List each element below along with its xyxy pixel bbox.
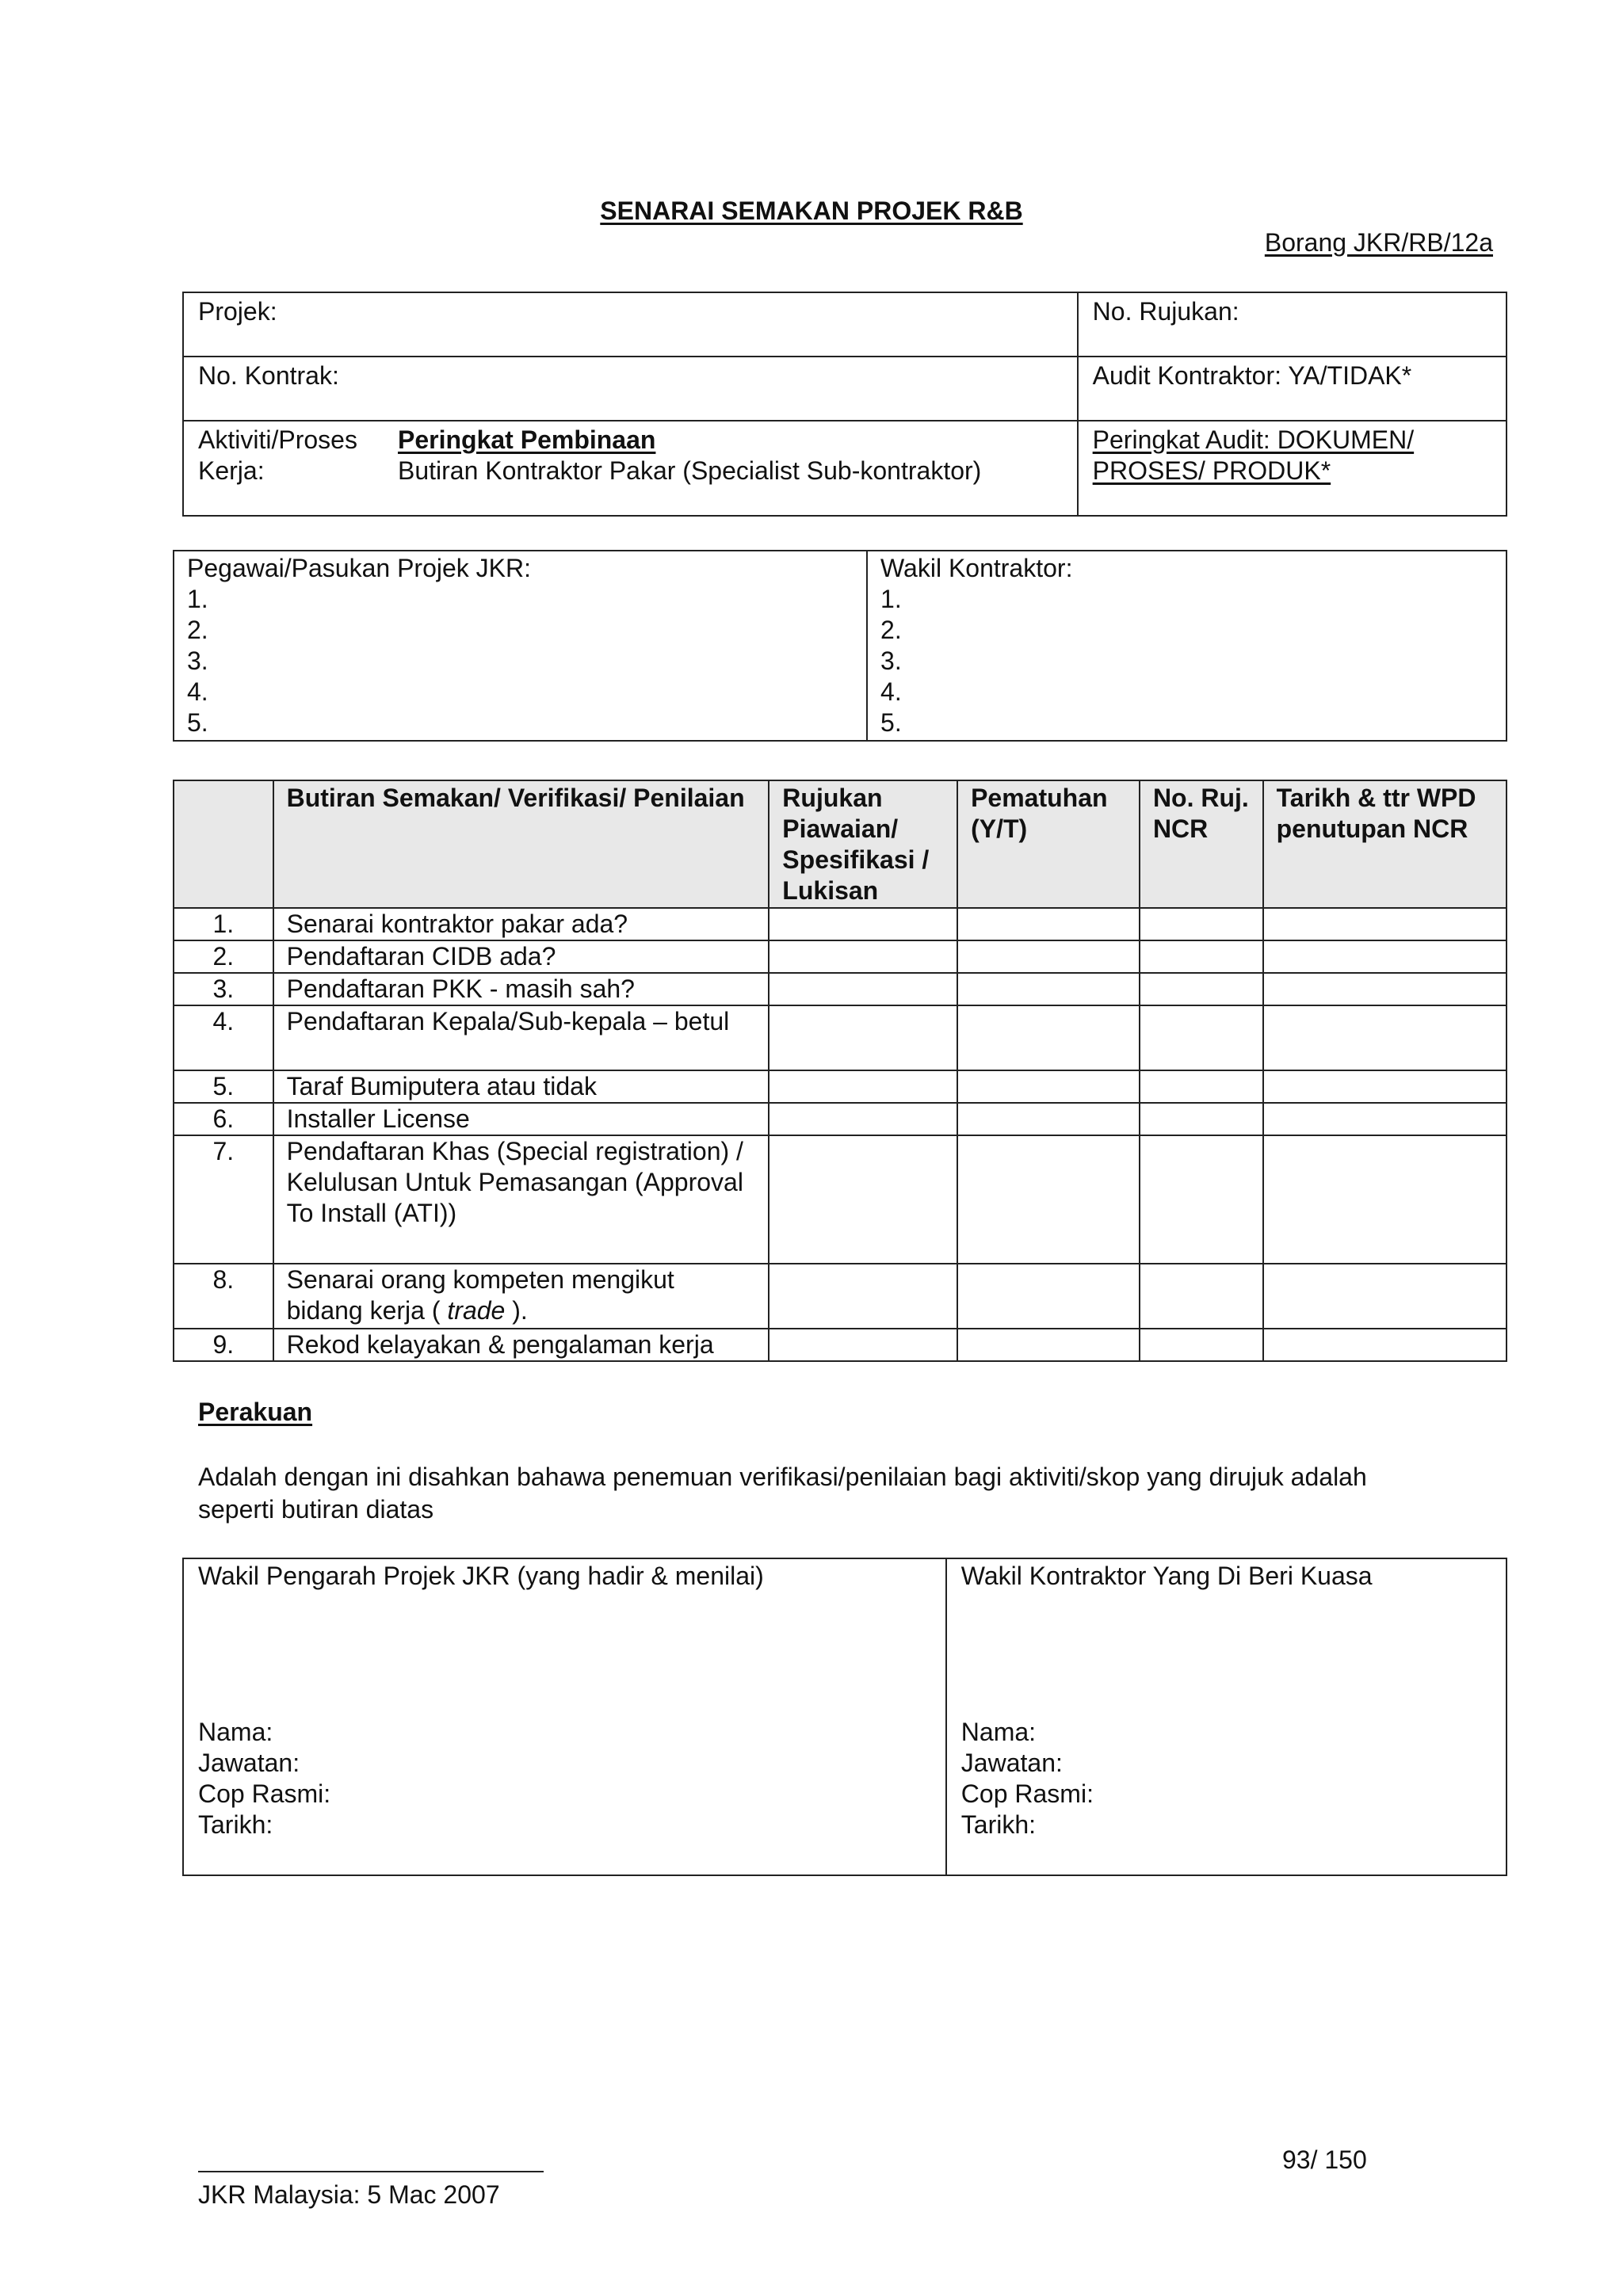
table-row — [174, 1070, 1507, 1103]
rujukan-cell[interactable] — [769, 1329, 957, 1361]
page-title: SENARAI SEMAKAN PROJEK R&B — [600, 196, 1023, 225]
ncr-cell[interactable] — [1140, 1005, 1263, 1070]
pematuhan-cell[interactable] — [957, 1329, 1140, 1361]
ncr-cell[interactable] — [1140, 1135, 1263, 1264]
ncr-cell[interactable] — [1140, 1103, 1263, 1135]
tarikh-cell[interactable] — [1263, 1135, 1507, 1264]
projek-field[interactable]: Projek: — [183, 292, 1078, 357]
tarikh-cell[interactable] — [1263, 1329, 1507, 1361]
signature-table — [182, 1558, 1507, 1876]
kontraktor-member-5: 5. — [880, 708, 902, 737]
row-number: 6. — [174, 1103, 273, 1135]
rujukan-cell[interactable] — [769, 1264, 957, 1329]
header-butiran: Butiran Semakan/ Verifikasi/ Penilaian — [273, 780, 769, 908]
table-row — [174, 973, 1507, 1005]
footer-text: JKR Malaysia: 5 Mac 2007 — [198, 2180, 500, 2209]
row-number: 7. — [174, 1135, 273, 1264]
kontraktor-team-cell[interactable] — [867, 551, 1507, 741]
tarikh-cell[interactable] — [1263, 1070, 1507, 1103]
row-number: 3. — [174, 973, 273, 1005]
pematuhan-cell[interactable] — [957, 1135, 1140, 1264]
ncr-cell[interactable] — [1140, 1264, 1263, 1329]
row-item: Installer License — [273, 1103, 769, 1135]
row-item-pre: Senarai orang kompeten mengikut bidang kerja ( — [286, 1265, 674, 1325]
rujukan-cell[interactable] — [769, 1070, 957, 1103]
pematuhan-cell[interactable] — [957, 1103, 1140, 1135]
jkr-signature-cell[interactable] — [183, 1558, 946, 1875]
audit-kontraktor-field[interactable]: Audit Kontraktor: YA/TIDAK* — [1078, 357, 1507, 421]
table-row — [174, 1005, 1507, 1070]
row-item: Pendaftaran Kepala/Sub-kepala – betul — [273, 1005, 769, 1070]
jkr-signature-title: Wakil Pengarah Projek JKR (yang hadir & menilai) — [198, 1562, 764, 1590]
aktiviti-label-2: Kerja: — [198, 456, 265, 485]
tarikh-cell[interactable] — [1263, 908, 1507, 940]
checklist-table — [173, 780, 1507, 1362]
kontraktor-jawatan-label: Jawatan: — [960, 1749, 1063, 1777]
ncr-cell[interactable] — [1140, 973, 1263, 1005]
rujukan-cell[interactable] — [769, 1135, 957, 1264]
rujukan-cell[interactable] — [769, 1005, 957, 1070]
jkr-team-cell[interactable] — [174, 551, 867, 741]
aktiviti-desc: Butiran Kontraktor Pakar (Specialist Sub-kontraktor) — [398, 456, 982, 485]
tarikh-cell[interactable] — [1263, 1264, 1507, 1329]
peringkat-audit-line-2: PROSES/ PRODUK* — [1092, 456, 1331, 485]
no-kontrak-field[interactable]: No. Kontrak: — [183, 357, 1078, 421]
page-number: 93/ 150 — [1282, 2145, 1367, 2174]
tarikh-cell[interactable] — [1263, 973, 1507, 1005]
row-item: Rekod kelayakan & pengalaman kerja — [273, 1329, 769, 1361]
ncr-cell[interactable] — [1140, 908, 1263, 940]
no-rujukan-field[interactable]: No. Rujukan: — [1078, 292, 1507, 357]
tarikh-cell[interactable] — [1263, 940, 1507, 973]
header-no — [174, 780, 273, 908]
jkr-member-1: 1. — [187, 585, 208, 613]
jkr-tarikh-label: Tarikh: — [198, 1810, 273, 1839]
row-number: 4. — [174, 1005, 273, 1070]
row-item: Pendaftaran PKK - masih sah? — [273, 973, 769, 1005]
row-item: Taraf Bumiputera atau tidak — [273, 1070, 769, 1103]
jkr-team-title: Pegawai/Pasukan Projek JKR: — [187, 554, 531, 582]
row-item — [273, 1264, 769, 1329]
table-row — [174, 908, 1507, 940]
tarikh-cell[interactable] — [1263, 1103, 1507, 1135]
pematuhan-cell[interactable] — [957, 1264, 1140, 1329]
pematuhan-cell[interactable] — [957, 973, 1140, 1005]
header-tarikh: Tarikh & ttr WPD penutupan NCR — [1263, 780, 1507, 908]
row-item-italic: trade — [447, 1296, 506, 1325]
header-pematuhan: Pematuhan (Y/T) — [957, 780, 1140, 908]
row-number: 8. — [174, 1264, 273, 1329]
table-row — [174, 940, 1507, 973]
declaration-text: Adalah dengan ini disahkan bahawa penemuan verifikasi/penilaian bagi aktiviti/skop yang dirujuk adalah seperti butiran diatas — [198, 1463, 1367, 1524]
row-number: 2. — [174, 940, 273, 973]
personnel-table — [173, 550, 1507, 742]
kontraktor-member-1: 1. — [880, 585, 902, 613]
pematuhan-cell[interactable] — [957, 1070, 1140, 1103]
row-number: 5. — [174, 1070, 273, 1103]
kontraktor-member-3: 3. — [880, 646, 902, 675]
kontraktor-team-title: Wakil Kontraktor: — [880, 554, 1073, 582]
rujukan-cell[interactable] — [769, 1103, 957, 1135]
ncr-cell[interactable] — [1140, 1070, 1263, 1103]
rujukan-cell[interactable] — [769, 973, 957, 1005]
kontraktor-member-2: 2. — [880, 616, 902, 644]
aktiviti-title: Peringkat Pembinaan — [398, 425, 656, 454]
peringkat-audit-line-1: Peringkat Audit: DOKUMEN/ — [1092, 425, 1415, 454]
aktiviti-cell — [183, 421, 1078, 516]
header-rujukan: Rujukan Piawaian/ Spesifikasi / Lukisan — [769, 780, 957, 908]
row-item: Pendaftaran CIDB ada? — [273, 940, 769, 973]
tarikh-cell[interactable] — [1263, 1005, 1507, 1070]
table-row — [174, 1103, 1507, 1135]
rujukan-cell[interactable] — [769, 908, 957, 940]
jkr-member-5: 5. — [187, 708, 208, 737]
jkr-jawatan-label: Jawatan: — [198, 1749, 300, 1777]
table-row — [174, 1135, 1507, 1264]
kontraktor-signature-title: Wakil Kontraktor Yang Di Beri Kuasa — [960, 1562, 1373, 1590]
jkr-member-2: 2. — [187, 616, 208, 644]
jkr-member-4: 4. — [187, 677, 208, 706]
kontraktor-nama-label: Nama: — [960, 1718, 1037, 1746]
row-number: 1. — [174, 908, 273, 940]
table-row — [174, 1329, 1507, 1361]
pematuhan-cell[interactable] — [957, 908, 1140, 940]
row-item-post: ). — [505, 1296, 528, 1325]
row-item: Pendaftaran Khas (Special registration) / Kelulusan Untuk Pemasangan (Approval To Install (ATI)) — [273, 1135, 769, 1264]
form-number: Borang JKR/RB/12a — [1264, 228, 1493, 257]
table-row — [174, 1264, 1507, 1329]
jkr-nama-label: Nama: — [198, 1718, 273, 1746]
row-item: Senarai kontraktor pakar ada? — [273, 908, 769, 940]
pematuhan-cell[interactable] — [957, 1005, 1140, 1070]
peringkat-audit-cell[interactable] — [1078, 421, 1507, 516]
aktiviti-label-1: Aktiviti/Proses — [198, 425, 357, 454]
row-number: 9. — [174, 1329, 273, 1361]
kontraktor-tarikh-label: Tarikh: — [960, 1810, 1037, 1839]
jkr-member-3: 3. — [187, 646, 208, 675]
kontraktor-signature-cell[interactable] — [946, 1558, 1507, 1875]
footer-divider — [198, 2171, 544, 2172]
ncr-cell[interactable] — [1140, 940, 1263, 973]
rujukan-cell[interactable] — [769, 940, 957, 973]
jkr-cop-rasmi-label: Cop Rasmi: — [198, 1779, 331, 1808]
kontraktor-member-4: 4. — [880, 677, 902, 706]
kontraktor-cop-rasmi-label: Cop Rasmi: — [960, 1779, 1094, 1808]
project-info-table — [182, 292, 1507, 517]
ncr-cell[interactable] — [1140, 1329, 1263, 1361]
declaration-heading: Perakuan — [198, 1398, 313, 1426]
header-no-ruj-ncr: No. Ruj. NCR — [1140, 780, 1263, 908]
pematuhan-cell[interactable] — [957, 940, 1140, 973]
